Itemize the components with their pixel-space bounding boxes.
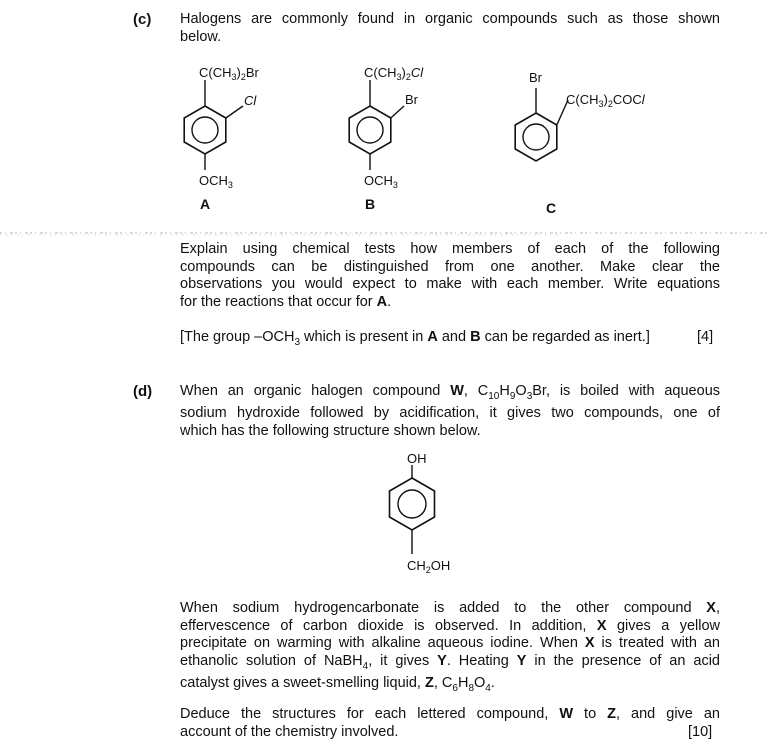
part-d-intro-line: sodium hydroxide followed by acidification, it gives two compounds, one of: [180, 405, 720, 422]
molecule-a-structure: [165, 58, 295, 218]
part-d-p2-line: When sodium hydrogencarbonate is added to the other compound X,: [180, 600, 720, 616]
molecule-c-side-group: $C(CH_3)_2COCl$: [566, 92, 645, 109]
molecule-bottom-group: $CH_2OH$: [407, 558, 451, 575]
molecule-top-group: OH: [407, 451, 427, 466]
part-c-intro: [180, 11, 720, 46]
part-c-question-line: for the reactions that occur for A.: [180, 293, 392, 310]
molecule-b-structure: [330, 58, 460, 218]
part-c-marks: [4]: [697, 329, 714, 345]
part-d-intro-line: When an organic halogen compound W, $C_{10}H_9O_3Br$, is boiled with aqueous: [180, 383, 721, 402]
part-d-p2-line: effervescence of carbon dioxide is observed. In addition, X gives a yellow: [180, 617, 720, 634]
scan-noise-line: [0, 230, 768, 238]
part-d-p3-line: Deduce the structures for each lettered compound, W to Z, and give an: [180, 706, 720, 722]
molecule-a-label: A: [200, 196, 211, 212]
molecule-c-label: C: [546, 200, 557, 216]
molecule-a-bottom-group: $OCH_3$: [199, 173, 233, 190]
part-c-question-line: compounds can be distinguished from one another. Make clear the: [180, 258, 720, 275]
part-d-paragraph-2: [180, 600, 720, 697]
part-c-question-line: Explain using chemical tests how members of each of the following: [180, 241, 720, 257]
molecule-a-side-group: Cl: [244, 93, 257, 108]
part-d-p3-line: account of the chemistry involved.: [180, 723, 399, 740]
molecule-b-top-group: $C(CH_3)_2Cl$: [364, 65, 424, 82]
part-c-question-line: observations you would expect to make with each member. Write equations: [180, 276, 720, 292]
part-d-paragraph-3: [180, 706, 720, 741]
part-d-p2-line: catalyst gives a sweet-smelling liquid, Z, $C_6H_8O_4$.: [180, 674, 495, 694]
part-d-intro-line: which has the following structure shown below.: [180, 422, 481, 439]
part-d-p2-line: precipitate on warming with alkaline aqueous iodine. When X is treated with an: [180, 635, 720, 651]
part-c-intro-line: Halogens are commonly found in organic compounds such as those shown: [180, 11, 720, 27]
part-d-marks: [10]: [688, 724, 713, 740]
molecule-c-top-group: Br: [529, 70, 542, 85]
part-d-label: (d): [133, 383, 153, 400]
molecule-b-side-group: Br: [405, 92, 418, 107]
part-c-question: [180, 241, 720, 311]
part-c-note: [The group $-OCH_3$ which is present in A and B can be regarded as inert.]: [180, 329, 650, 348]
molecule-c-structure: [500, 58, 690, 218]
molecule-a-top-group: $C(CH_3)_2Br$: [199, 65, 259, 82]
part-d-p2-line: ethanolic solution of NaBH$_4$, it gives Y. Heating Y in the presence of an acid: [180, 652, 720, 672]
part-c-intro-line: below.: [180, 28, 222, 45]
molecule-b-label: B: [365, 196, 376, 212]
part-d-intro: [180, 383, 720, 440]
part-c-label: (c): [133, 11, 152, 28]
hydroxybenzyl-alcohol-structure: [370, 446, 480, 586]
molecule-b-bottom-group: $OCH_3$: [364, 173, 398, 190]
